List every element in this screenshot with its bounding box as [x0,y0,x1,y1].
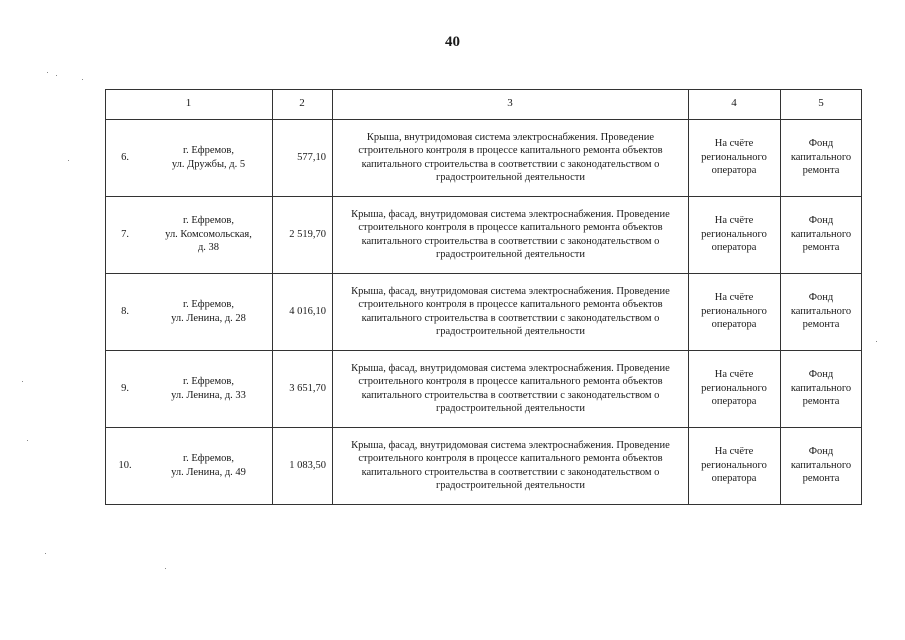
row-works: Крыша, фасад, внутридомовая система электроснабжения. Проведение строительного контроля в процессе капитального ремонта объектов капитального строительства в соответствии с законодательством о градостроительной деятельности [351,285,670,337]
row-responsible: На счёте регионального оператора [701,292,767,331]
row-number: 6. [121,151,129,163]
row-source: Фонд капитального ремонта [790,138,852,177]
row-amount: 577,10 [297,151,326,163]
scan-speck [47,72,48,73]
row-amount: 2 519,70 [289,228,326,240]
row-address: г. Ефремов, ул. Ленина, д. 49 [171,453,246,478]
scan-speck [27,440,28,441]
row-address: г. Ефремов, ул. Комсомольская, д. 38 [165,215,252,254]
row-responsible: На счёте регионального оператора [701,446,767,485]
page-number: 40 [445,34,460,50]
repair-table [105,89,862,505]
scan-speck [68,160,69,161]
row-works: Крыша, внутридомовая система электроснабжения. Проведение строительного контроля в процессе капитального ремонта объектов капитального строительства в соответствии с законодательством о градостроительной деятельности [358,131,663,183]
scan-speck [165,568,166,569]
row-source: Фонд капитального ремонта [790,292,852,331]
row-number: 8. [121,305,129,317]
row-amount: 1 083,50 [289,459,326,471]
row-address: г. Ефремов, ул. Ленина, д. 33 [171,376,246,401]
scan-speck [45,553,46,554]
row-amount: 4 016,10 [289,305,326,317]
row-responsible: На счёте регионального оператора [701,369,767,408]
table-rule [105,504,862,505]
row-source: Фонд капитального ремонта [790,369,852,408]
column-header: 4 [731,97,737,110]
row-responsible: На счёте регионального оператора [701,138,767,177]
column-header: 3 [507,97,513,110]
row-number: 10. [118,459,132,471]
column-header: 1 [185,97,192,110]
row-address: г. Ефремов, ул. Дружбы, д. 5 [171,145,246,170]
row-number: 9. [121,382,129,394]
row-source: Фонд капитального ремонта [790,446,852,485]
row-source: Фонд капитального ремонта [790,215,852,254]
row-number: 7. [121,228,129,240]
scan-speck [82,79,83,80]
row-works: Крыша, фасад, внутридомовая система электроснабжения. Проведение строительного контроля в процессе капитального ремонта объектов капитального строительства в соответствии с законодательством о градостроительной деятельности [351,208,670,260]
row-address: г. Ефремов, ул. Ленина, д. 28 [171,299,246,324]
scan-speck [22,381,23,382]
column-header: 5 [818,97,824,110]
column-header: 2 [299,97,305,110]
scan-speck [876,341,877,342]
row-works: Крыша, фасад, внутридомовая система электроснабжения. Проведение строительного контроля в процессе капитального ремонта объектов капитального строительства в соответствии с законодательством о градостроительной деятельности [351,362,670,414]
row-amount: 3 651,70 [289,382,326,394]
row-works: Крыша, фасад, внутридомовая система электроснабжения. Проведение строительного контроля в процессе капитального ремонта объектов капитального строительства в соответствии с законодательством о градостроительной деятельности [351,439,670,491]
scan-speck [56,75,57,76]
row-responsible: На счёте регионального оператора [701,215,767,254]
